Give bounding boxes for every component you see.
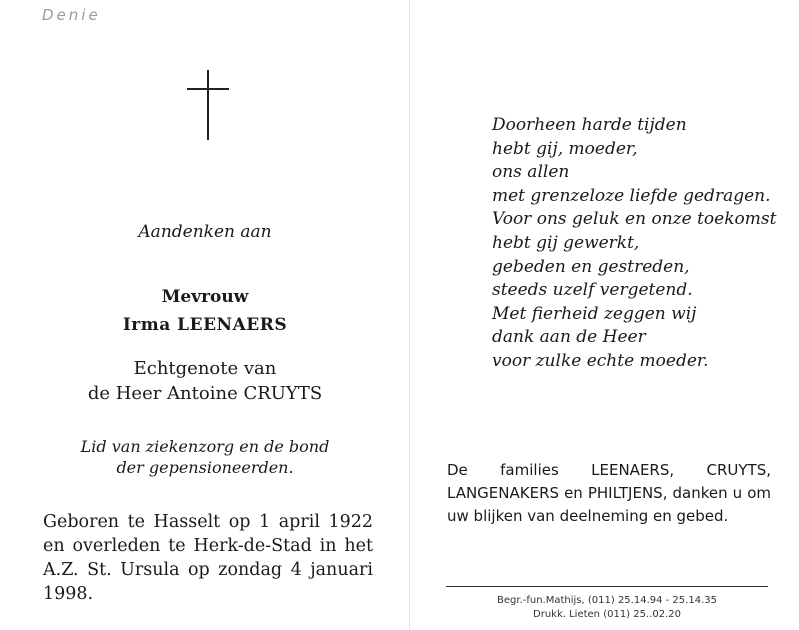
printer-credit: Drukk. Lieten (011) 25..02.20 bbox=[533, 609, 681, 620]
cross-horizontal bbox=[187, 88, 229, 90]
membership-line-2: der gepensioneerden. bbox=[116, 458, 294, 477]
poem-line: Doorheen harde tijden bbox=[492, 115, 687, 135]
honorific-title: Mevrouw bbox=[161, 287, 249, 307]
poem-line: ons allen bbox=[492, 162, 570, 183]
poem-line: met grenzeloze liefde gedragen. bbox=[492, 185, 771, 206]
family-thanks: De families LEENAERS, CRUYTS, LANGENAKERS en PHILTJENS, danken u om uw blijken van deelneming en gebed. bbox=[447, 461, 771, 525]
poem bbox=[492, 114, 776, 374]
divider-rule bbox=[446, 586, 768, 587]
poem-line: steeds uzelf vergetend. bbox=[492, 280, 693, 301]
poem-line: hebt gij gewerkt, bbox=[492, 232, 640, 253]
memory-heading: Aandenken aan bbox=[138, 222, 272, 242]
poem-line: Voor ons geluk en onze toekomst bbox=[492, 209, 777, 230]
spouse-line-2: de Heer Antoine CRUYTS bbox=[87, 383, 323, 404]
birth-death-paragraph: Geboren te Hasselt op 1 april 1922 en overleden te Herk-de-Stad in het A.Z. St. Ursula op zondag 4 januari 1998. bbox=[43, 512, 373, 604]
cross-vertical bbox=[207, 70, 209, 140]
funeral-home-credit: Begr.-fun.Mathijs, (011) 25.14.94 - 25.14.35 bbox=[497, 595, 717, 606]
deceased-name: Irma LEENAERS bbox=[122, 315, 288, 335]
poem-line: hebt gij, moeder, bbox=[492, 138, 638, 159]
poem-line: Met fierheid zeggen wij bbox=[492, 303, 697, 324]
poem-line: dank aan de Heer bbox=[492, 327, 646, 348]
poem-line: voor zulke echte moeder. bbox=[492, 350, 709, 371]
poem-line: gebeden en gestreden, bbox=[492, 256, 690, 277]
spouse-line-1: Echtgenote van bbox=[133, 358, 277, 379]
membership-line-1: Lid van ziekenzorg en de bond bbox=[80, 437, 330, 456]
pencil-annotation: Denie bbox=[42, 6, 101, 24]
